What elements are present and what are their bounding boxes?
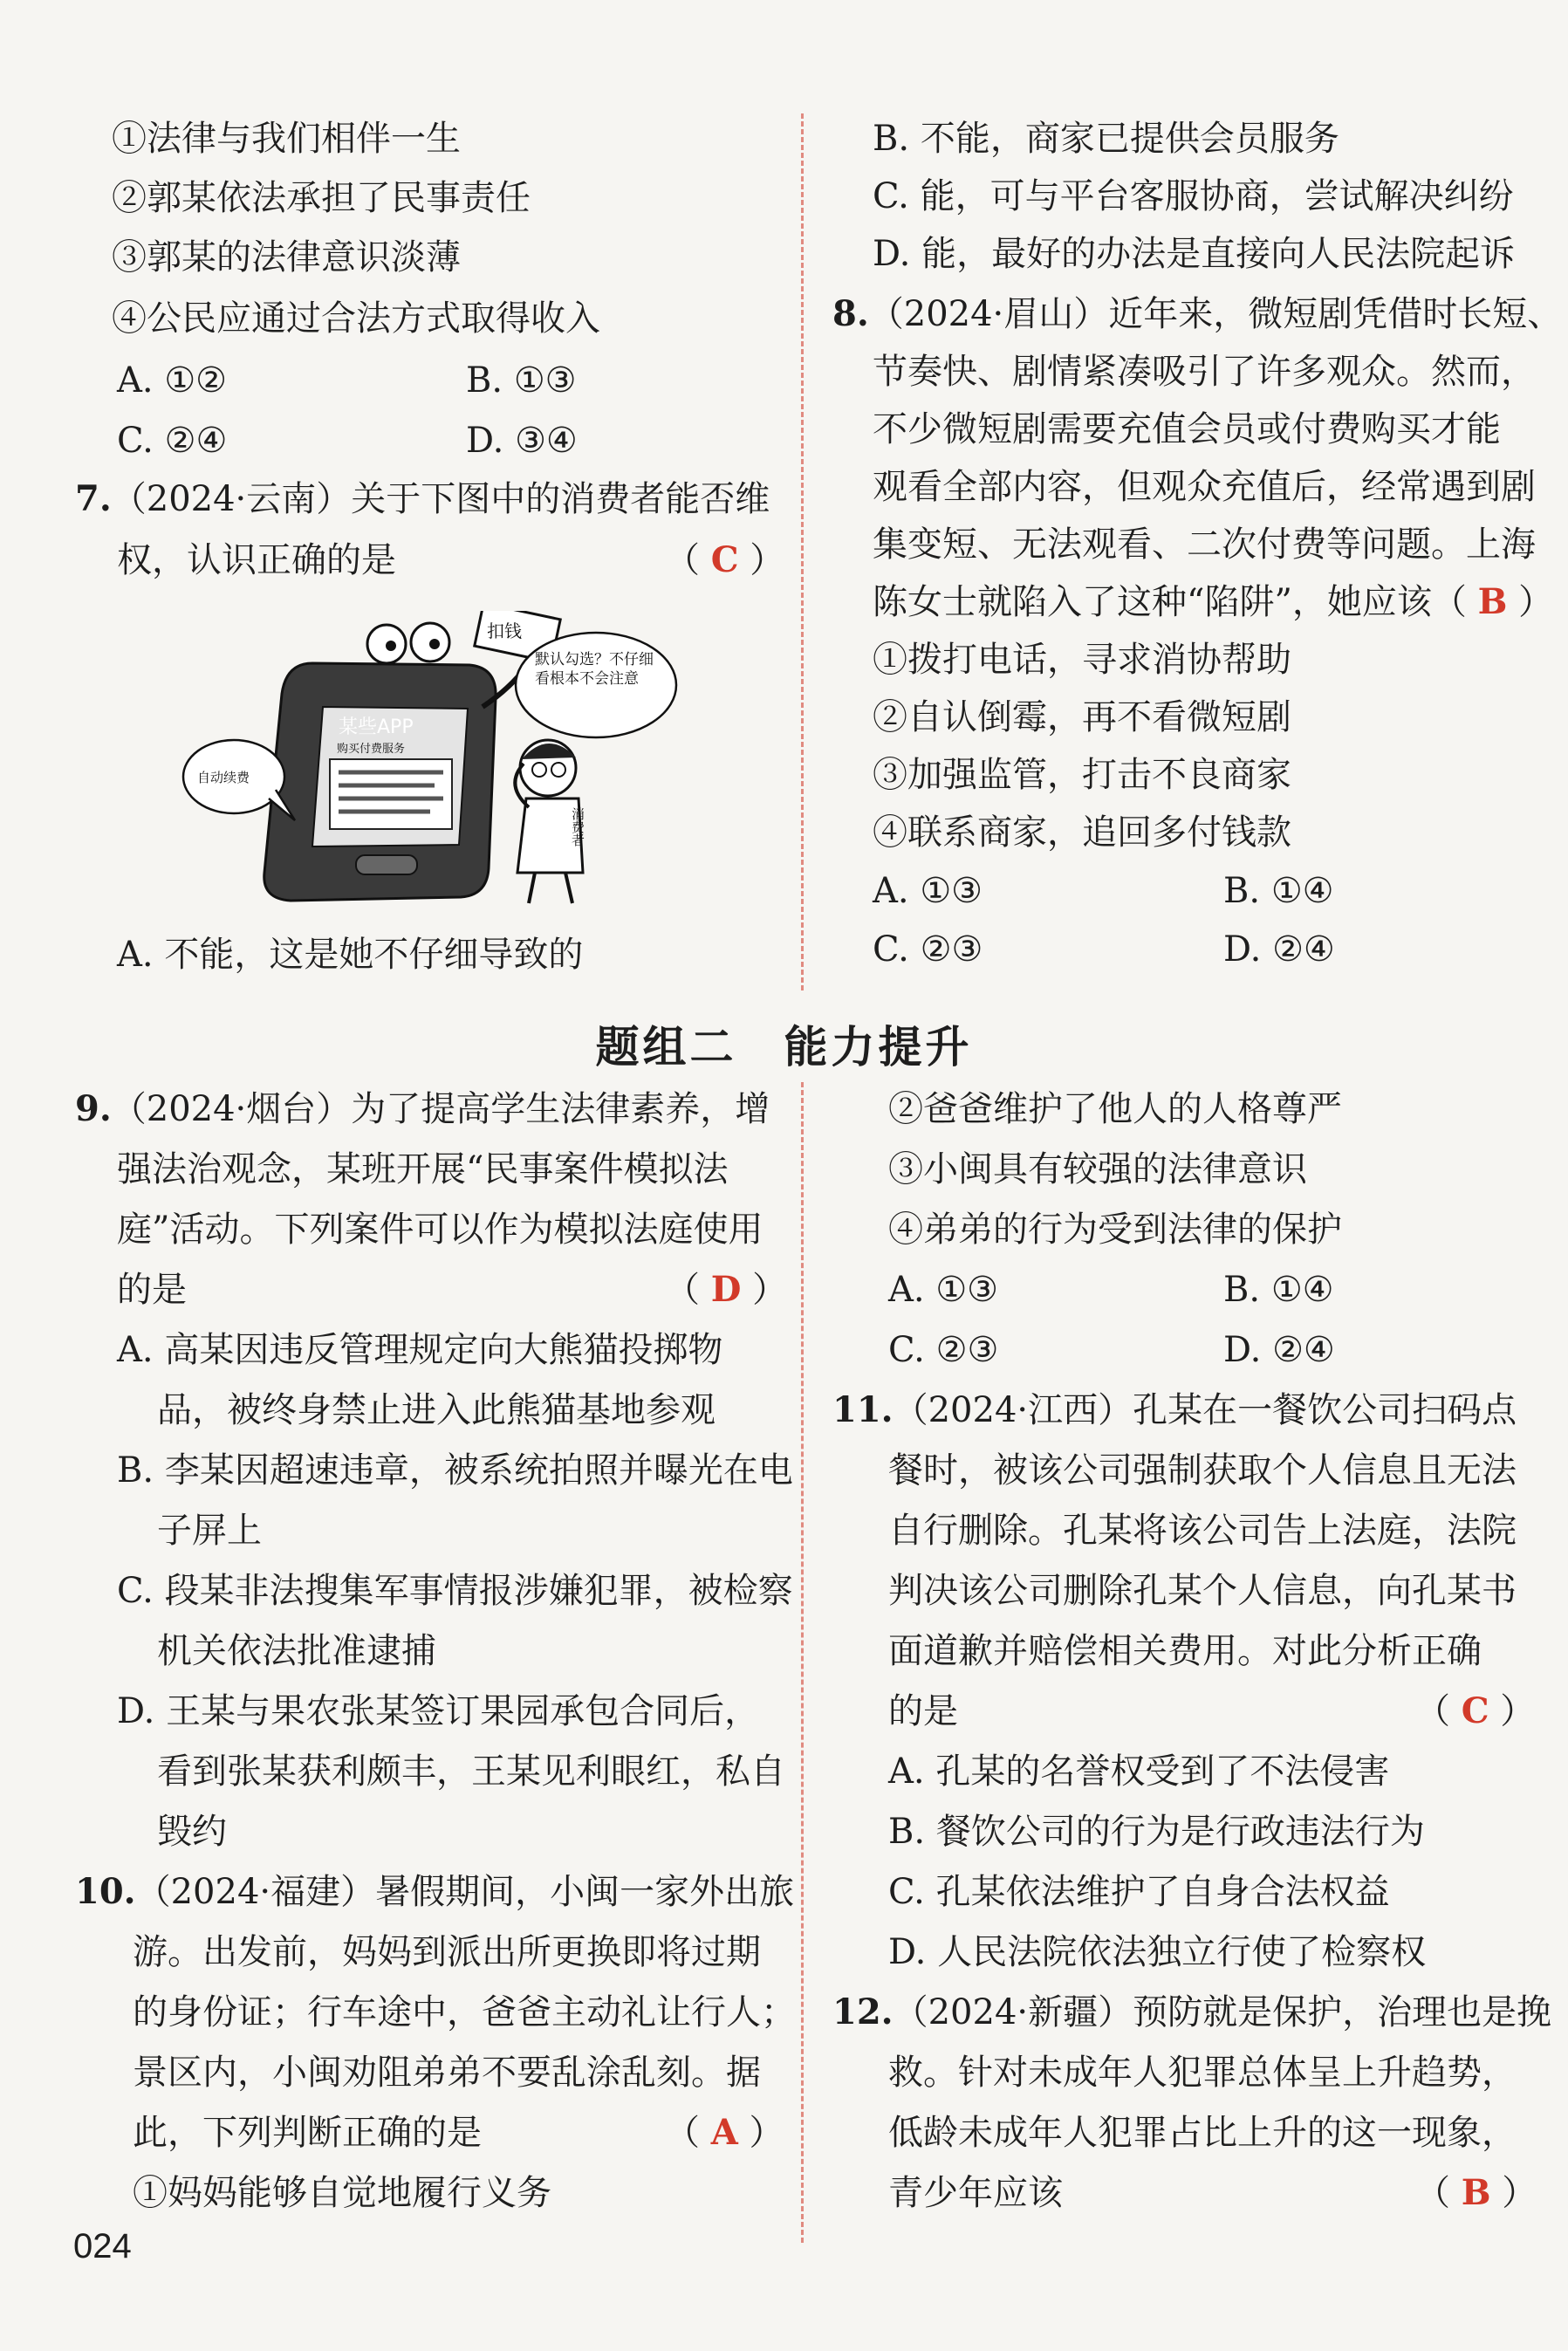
- q7-number: 7.: [75, 478, 112, 519]
- q10-line-2: 游。出发前，妈妈到派出所更换即将过期: [133, 1932, 761, 1972]
- app-label: 某些APP: [339, 716, 414, 738]
- column-divider-top: [801, 113, 804, 990]
- consumer-app-cartoon: [181, 611, 696, 908]
- q8-stem-1: 近年来，微短剧凭借时长短、: [1108, 294, 1563, 334]
- left-item-1: ①法律与我们相伴一生: [112, 119, 461, 159]
- paid-service-label: 购买付费服务: [337, 743, 406, 756]
- q9-option-a-2: 品，被终身禁止进入此熊猫基地参观: [157, 1390, 716, 1430]
- q11-option-d: D. 人民法院依法独立行使了检察权: [888, 1932, 1427, 1972]
- q8-item-1: ①拨打电话，寻求消协帮助: [873, 640, 1291, 680]
- q10-source: （2024·福建）: [135, 1872, 376, 1912]
- q12-number: 12.: [832, 1991, 894, 2032]
- q8-answer: B: [1477, 581, 1508, 622]
- q9-stem-1: 为了提高学生法律素养，增: [351, 1089, 770, 1129]
- q11-line-6: 的是: [888, 1691, 958, 1731]
- q10-option-d: D. ②④: [1223, 1330, 1335, 1370]
- q12-answer: B: [1461, 2172, 1491, 2213]
- q10-line-5: 此，下列判断正确的是: [133, 2113, 482, 2153]
- q10-line-4: 景区内，小闽劝阻弟弟不要乱涂乱刻。据: [133, 2053, 761, 2093]
- left-option-c: C. ②④: [117, 421, 228, 461]
- q7-answer: C: [710, 539, 739, 580]
- q11-answer-bracket: （ C ）: [1415, 1690, 1536, 1731]
- q7-answer-bracket: （ C ）: [665, 539, 785, 580]
- q9-line-4: 的是: [117, 1270, 187, 1310]
- q8-option-d: D. ②④: [1223, 929, 1335, 970]
- q12-source: （2024·新疆）: [893, 1992, 1133, 2032]
- q8-item-3: ③加强监管，打击不良商家: [873, 755, 1291, 795]
- q9-option-d-1: D. 王某与果农张某签订果园承包合同后，: [117, 1691, 760, 1731]
- q10-stem-1: 暑假期间，小闽一家外出旅: [375, 1872, 795, 1912]
- q11-option-c: C. 孔某依法维护了自身合法权益: [888, 1872, 1390, 1912]
- q10-line-3: 的身份证；行车途中，爸爸主动礼让行人；: [133, 1992, 796, 2032]
- q9-answer: D: [710, 1269, 742, 1310]
- q11-option-a: A. 孔某的名誉权受到了不法侵害: [888, 1751, 1390, 1792]
- q12-answer-bracket: （ B ）: [1415, 2172, 1537, 2213]
- q7-line-1: [75, 476, 770, 522]
- q10-item-3: ③小闽具有较强的法律意识: [888, 1149, 1307, 1189]
- q8-stem-6: 陈女士就陷入了这种“陷阱”，她应该: [873, 582, 1432, 622]
- q8-option-b: B. ①④: [1223, 871, 1334, 911]
- q11-option-b: B. 餐饮公司的行为是行政违法行为: [888, 1812, 1425, 1852]
- q8-option-a: A. ①③: [873, 871, 983, 911]
- q9-answer-bracket: （ D ）: [665, 1269, 788, 1310]
- q9-line-2: 强法治观念，某班开展“民事案件模拟法: [117, 1149, 729, 1189]
- q12-stem-1: 预防就是保护，治理也是挽: [1133, 1992, 1552, 2032]
- q8-line-4: 观看全部内容，但观众充值后，经常遇到剧: [873, 467, 1536, 507]
- q8-line-6: 陈女士就陷入了这种“陷阱”，她应该（ B ）: [873, 581, 1554, 622]
- q9-option-b-2: 子屏上: [157, 1511, 262, 1551]
- q7-option-b: B. 不能，商家已提供会员服务: [873, 119, 1339, 159]
- q8-line-5: 集变短、无法观看、二次付费等问题。上海: [873, 524, 1536, 565]
- q7-option-a: A. 不能，这是她不仔细导致的: [117, 935, 584, 975]
- q7-option-d: D. 能，最好的办法是直接向人民法院起诉: [873, 234, 1516, 274]
- left-option-a: A. ①②: [117, 360, 228, 401]
- q9-line-3: 庭”活动。下列案件可以作为模拟法庭使用: [117, 1210, 763, 1250]
- q11-number: 11.: [832, 1389, 894, 1430]
- q11-line-5: 面道歉并赔偿相关费用。对此分析正确: [888, 1631, 1482, 1671]
- q12-line-2: 救。针对未成年人犯罪总体呈上升趋势，: [888, 2053, 1517, 2093]
- q10-answer-bracket: （ A ）: [665, 2112, 784, 2153]
- page-number: 024: [73, 2227, 132, 2265]
- q12-line-4: 青少年应该: [888, 2173, 1063, 2213]
- q8-number: 8.: [832, 293, 869, 334]
- q10-option-a: A. ①③: [888, 1270, 999, 1310]
- q11-line-3: 自行删除。孔某将该公司告上法庭，法院: [888, 1511, 1517, 1551]
- q9-option-c-1: C. 段某非法搜集军事情报涉嫌犯罪，被检察: [117, 1571, 793, 1611]
- q11-line-2: 餐时，被该公司强制获取个人信息且无法: [888, 1450, 1517, 1491]
- auto-renew-text: 自动续费: [197, 770, 250, 785]
- left-option-b: B. ①③: [466, 360, 577, 401]
- q8-line-2: 节奏快、剧情紧凑吸引了许多观众。然而，: [873, 352, 1536, 392]
- phone-illustration: [264, 611, 560, 901]
- q9-number: 9.: [75, 1088, 112, 1129]
- q9-option-d-2: 看到张某获利颇丰，王某见利眼红，私自: [157, 1751, 785, 1792]
- q8-option-c: C. ②③: [873, 929, 983, 970]
- q10-item-4: ④弟弟的行为受到法律的保护: [888, 1210, 1342, 1250]
- q9-line-1: [75, 1086, 770, 1132]
- q10-number: 10.: [75, 1871, 136, 1912]
- q10-option-b: B. ①④: [1223, 1270, 1334, 1310]
- q7-stem-1: 关于下图中的消费者能否维: [351, 479, 770, 519]
- left-item-3: ③郭某的法律意识淡薄: [112, 237, 461, 278]
- q10-option-c: C. ②③: [888, 1330, 999, 1370]
- q11-source: （2024·江西）: [893, 1390, 1133, 1430]
- consumer-label: 消费者: [570, 807, 585, 846]
- q9-option-d-3: 毁约: [157, 1812, 227, 1852]
- q9-option-a-1: A. 高某因违反管理规定向大熊猫投掷物: [117, 1330, 723, 1370]
- thought-bubble-text: 默认勾选？不仔细看根本不会注意: [535, 651, 654, 688]
- q8-line-3: 不少微短剧需要充值会员或付费购买才能: [873, 409, 1501, 449]
- left-item-4: ④公民应通过合法方式取得收入: [112, 298, 600, 339]
- q7-option-c: C. 能，可与平台客服协商，尝试解决纠纷: [873, 176, 1514, 216]
- q7-line-2: 权，认识正确的是: [117, 540, 396, 580]
- q11-answer: C: [1461, 1690, 1489, 1731]
- left-option-d: D. ③④: [466, 421, 578, 461]
- q8-item-2: ②自认倒霉，再不看微短剧: [873, 697, 1291, 737]
- section-title: 题组二 能力提升: [595, 1022, 973, 1073]
- q10-answer: A: [710, 2112, 738, 2153]
- q9-option-b-1: B. 李某因超速违章，被系统拍照并曝光在电: [117, 1450, 793, 1491]
- q8-line-1: [832, 291, 1562, 337]
- q12-line-3: 低龄未成年人犯罪占比上升的这一现象，: [888, 2113, 1517, 2153]
- column-divider-bottom: [801, 1082, 804, 2243]
- q9-source: （2024·烟台）: [111, 1089, 352, 1129]
- q10-line-1: [75, 1869, 794, 1915]
- q8-source: （2024·眉山）: [868, 294, 1109, 334]
- q9-option-c-2: 机关依法批准逮捕: [157, 1631, 436, 1671]
- q10-item-1: ①妈妈能够自觉地履行义务: [133, 2173, 551, 2213]
- q10-item-2: ②爸爸维护了他人的人格尊严: [888, 1089, 1342, 1129]
- q8-item-4: ④联系商家，追回多付钱款: [873, 812, 1291, 853]
- q11-line-4: 判决该公司删除孔某个人信息，向孔某书: [888, 1571, 1517, 1611]
- q11-line-1: [832, 1388, 1517, 1433]
- left-item-2: ②郭某依法承担了民事责任: [112, 178, 531, 218]
- q7-source: （2024·云南）: [111, 479, 352, 519]
- debit-sign-text: 扣钱: [487, 620, 522, 641]
- q12-line-1: [832, 1990, 1551, 2035]
- q11-stem-1: 孔某在一餐饮公司扫码点: [1133, 1390, 1517, 1430]
